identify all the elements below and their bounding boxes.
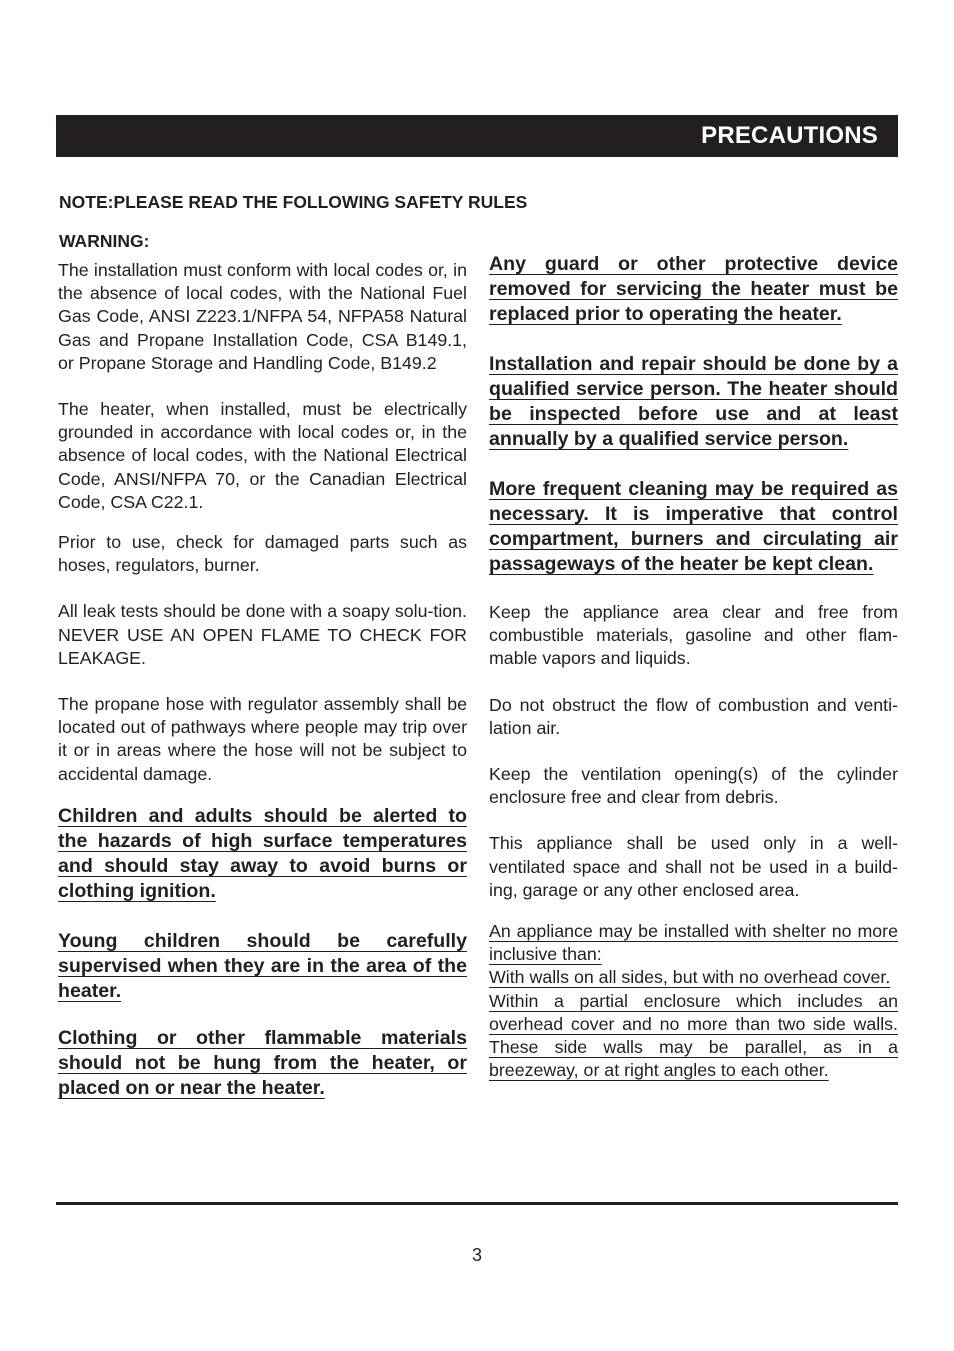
children-supervision-warning (58, 929, 467, 1004)
flammable-materials-warning (58, 1026, 467, 1101)
cleaning-warning (489, 477, 898, 577)
propane-hose-paragraph: The propane hose with regulator assembly shall be located out of pathways where people may trip over it or in areas where the hose will not be subject to accidental damage. (58, 694, 467, 784)
damaged-parts-paragraph: Prior to use, check for damaged parts such as hoses, regulators, burner. (58, 532, 467, 576)
safety-note-heading: NOTE:PLEASE READ THE FOLLOWING SAFETY RULES (59, 192, 528, 212)
qualified-service-warning-text: Installation and repair should be done by a qualified service person. The heater should be inspected before use and at least annually by a qualified service person. (489, 353, 898, 450)
section-title: PRECAUTIONS (701, 122, 878, 149)
children-supervision-warning-text: Young children should be carefully supervised when they are in the area of the heater. (58, 929, 467, 1002)
flammable-materials-warning-text: Clothing or other flammable materials should not be hung from the heater, or placed on or near the heater. (58, 1026, 467, 1099)
page-number: 3 (471, 1245, 482, 1265)
protective-device-warning (489, 252, 898, 327)
footer-divider (56, 1202, 898, 1205)
cleaning-warning-text: More frequent cleaning may be required as necessary. It is imperative that control compartment, burners and circulating air passageways of the heater be kept clean. (489, 478, 898, 575)
shelter-intro-text: An appliance may be installed with shelter no more inclusive than: (489, 921, 898, 965)
shelter-option-partial-enclosure-text: Within a partial enclosure which includes an overhead cover and no more than two side walls. These side walls may be parallel, as in a breezeway, or at right angles to each other. (489, 990, 898, 1081)
right-column (489, 252, 898, 1082)
section-header-bar (56, 115, 898, 157)
well-ventilated-paragraph: This appliance shall be used only in a well-ventilated space and shall not be used in a build-ing, garage or any other enclosed area. (489, 833, 898, 900)
shelter-option-walls (489, 966, 898, 989)
shelter-option-walls-text: With walls on all sides, but with no overhead cover. (489, 967, 891, 988)
clear-area-paragraph: Keep the appliance area clear and free from combustible materials, gasoline and other flam-mable vapors and liquids. (489, 602, 898, 669)
leak-test-paragraph: All leak tests should be done with a soapy solu-tion. NEVER USE AN OPEN FLAME TO CHECK FOR LEAKAGE. (58, 601, 467, 668)
surface-temperature-warning (58, 804, 467, 904)
ventilation-opening-paragraph: Keep the ventilation opening(s) of the cylinder enclosure free and clear from debris. (489, 764, 898, 808)
left-column (58, 259, 467, 1101)
shelter-intro-paragraph (489, 920, 898, 966)
surface-temperature-warning-text: Children and adults should be alerted to the hazards of high surface temperatures and should stay away to avoid burns or clothing ignition. (58, 804, 467, 902)
warning-label: WARNING: (59, 231, 150, 251)
shelter-option-partial-enclosure (489, 990, 898, 1083)
electrical-grounding-paragraph: The heater, when installed, must be electrically grounded in accordance with local codes or, in the absence of local codes, with the National Electrical Code, ANSI/NFPA 70, or the Canadian Electrical Code, CSA C22.1. (58, 399, 467, 512)
protective-device-warning-text: Any guard or other protective device removed for servicing the heater must be replaced prior to operating the heater. (489, 253, 898, 325)
qualified-service-warning (489, 352, 898, 452)
airflow-paragraph: Do not obstruct the flow of combustion and venti-lation air. (489, 694, 898, 738)
installation-codes-paragraph: The installation must conform with local codes or, in the absence of local codes, with the National Fuel Gas Code, ANSI Z223.1/NFPA 54, NFPA58 Natural Gas and Propane Installation Code, CSA B149.1, or Propane Storage and Handling Code, B149.2 (58, 260, 467, 373)
